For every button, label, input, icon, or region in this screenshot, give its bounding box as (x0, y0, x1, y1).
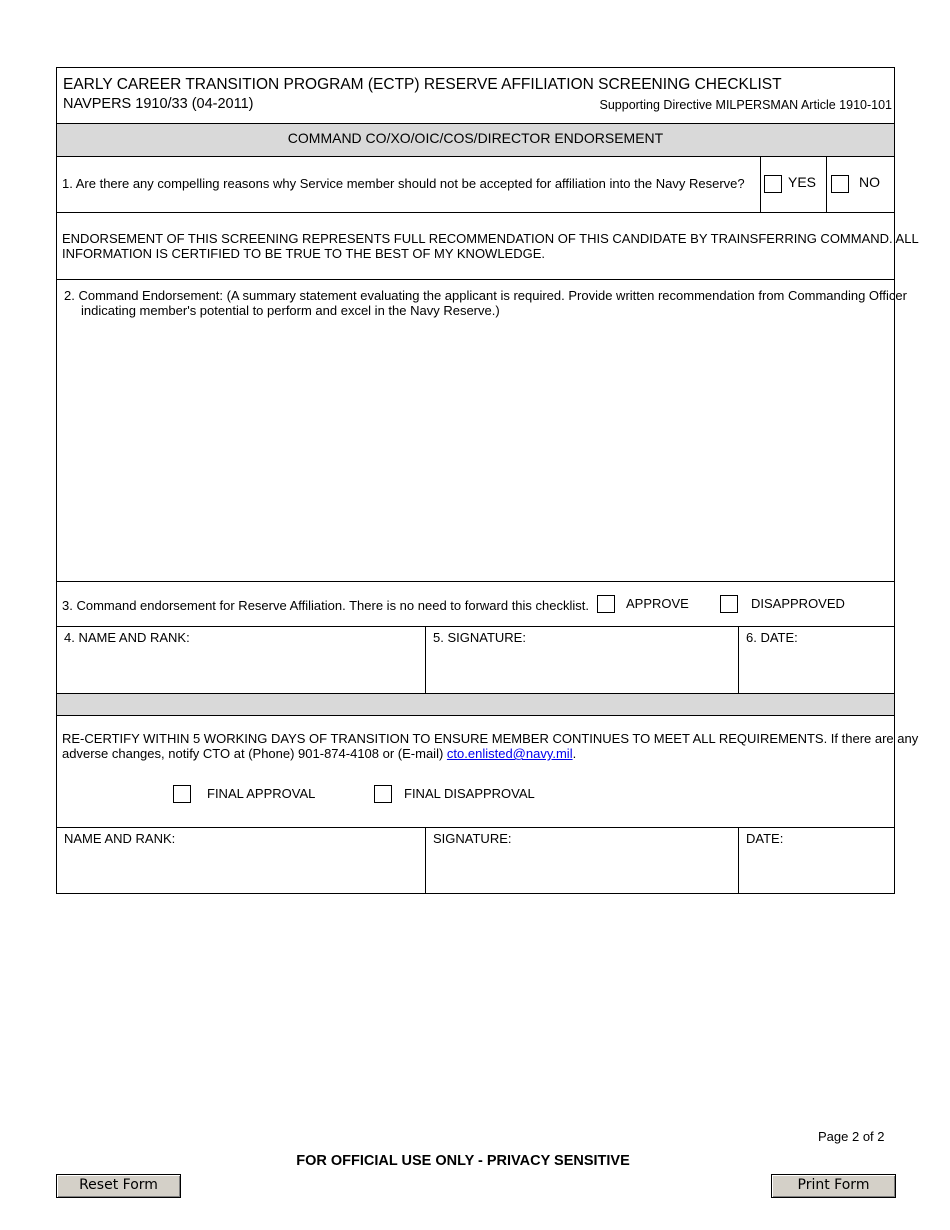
divider (760, 156, 761, 212)
print-form-button[interactable]: Print Form (771, 1174, 896, 1198)
divider (57, 581, 894, 582)
final-disapproval-checkbox[interactable] (374, 785, 392, 803)
form-number: NAVPERS 1910/33 (04-2011) (63, 96, 254, 112)
final-date-input[interactable] (744, 849, 893, 889)
final-approval-label: FINAL APPROVAL (207, 786, 316, 801)
disapproved-label: DISAPPROVED (751, 596, 845, 611)
final-name-rank-input[interactable] (63, 849, 422, 889)
divider (57, 156, 894, 157)
endorsement-statement-line-2: INFORMATION IS CERTIFIED TO BE TRUE TO THE BEST OF MY KNOWLEDGE. (62, 246, 546, 261)
q1-no-checkbox[interactable] (831, 175, 849, 193)
signature-input[interactable] (431, 648, 735, 688)
question-2-text-line-1: 2. Command Endorsement: (A summary statement evaluating the applicant is required. Provide written recommendation from Commanding Officer (64, 288, 907, 303)
recertify-line-2: adverse changes, notify CTO at (Phone) 901-874-4108 or (E-mail) cto.enlisted@navy.mil. (62, 746, 577, 761)
approve-checkbox[interactable] (597, 595, 615, 613)
command-endorsement-textarea[interactable] (63, 322, 891, 580)
name-rank-input[interactable] (63, 648, 422, 688)
form-title: EARLY CAREER TRANSITION PROGRAM (ECTP) RESERVE AFFILIATION SCREENING CHECKLIST (63, 76, 782, 93)
date-input[interactable] (744, 648, 893, 688)
cto-email-link[interactable]: cto.enlisted@navy.mil (446, 746, 573, 761)
reset-form-button[interactable]: Reset Form (56, 1174, 181, 1198)
page-number: Page 2 of 2 (818, 1129, 885, 1144)
q1-no-label: NO (859, 174, 880, 190)
section-title: COMMAND CO/XO/OIC/COS/DIRECTOR ENDORSEMENT (287, 130, 664, 146)
divider (57, 279, 894, 280)
q1-yes-label: YES (788, 174, 817, 190)
privacy-notice: FOR OFFICIAL USE ONLY - PRIVACY SENSITIVE (296, 1153, 630, 1169)
signature-label: 5. SIGNATURE: (433, 630, 526, 645)
divider (738, 626, 739, 693)
divider (57, 212, 894, 213)
disapproved-checkbox[interactable] (720, 595, 738, 613)
endorsement-statement-line-1: ENDORSEMENT OF THIS SCREENING REPRESENTS FULL RECOMMENDATION OF THIS CANDIDATE BY TRAINSFERRING COMMAND. ALL (62, 231, 919, 246)
checklist-form (56, 67, 919, 894)
question-3-text: 3. Command endorsement for Reserve Affiliation. There is no need to forward this checklist. (62, 598, 590, 613)
divider (425, 827, 426, 893)
divider (826, 156, 827, 212)
approve-label: APPROVE (626, 596, 689, 611)
recertify-line-1: RE-CERTIFY WITHIN 5 WORKING DAYS OF TRANSITION TO ENSURE MEMBER CONTINUES TO MEET ALL REQUIREMENTS. If there are any (62, 731, 919, 746)
final-signature-label: SIGNATURE: (433, 831, 512, 846)
question-1-text: 1. Are there any compelling reasons why Service member should not be accepted for affiliation into the Navy Reserve? (62, 176, 745, 191)
spacer-band (57, 694, 894, 715)
final-signature-input[interactable] (431, 849, 735, 889)
final-approval-checkbox[interactable] (173, 785, 191, 803)
divider (425, 626, 426, 693)
name-rank-label: 4. NAME AND RANK: (64, 630, 190, 645)
final-name-rank-label: NAME AND RANK: (64, 831, 176, 846)
divider (57, 715, 894, 716)
date-label: 6. DATE: (746, 630, 798, 645)
supporting-directive: Supporting Directive MILPERSMAN Article 1910-101 (599, 98, 892, 112)
final-disapproval-label: FINAL DISAPPROVAL (404, 786, 535, 801)
divider (57, 626, 894, 627)
q1-yes-checkbox[interactable] (764, 175, 782, 193)
question-2-text-line-2: indicating member's potential to perform and excel in the Navy Reserve.) (81, 303, 500, 318)
divider (738, 827, 739, 893)
divider (57, 827, 894, 828)
final-date-label: DATE: (746, 831, 784, 846)
